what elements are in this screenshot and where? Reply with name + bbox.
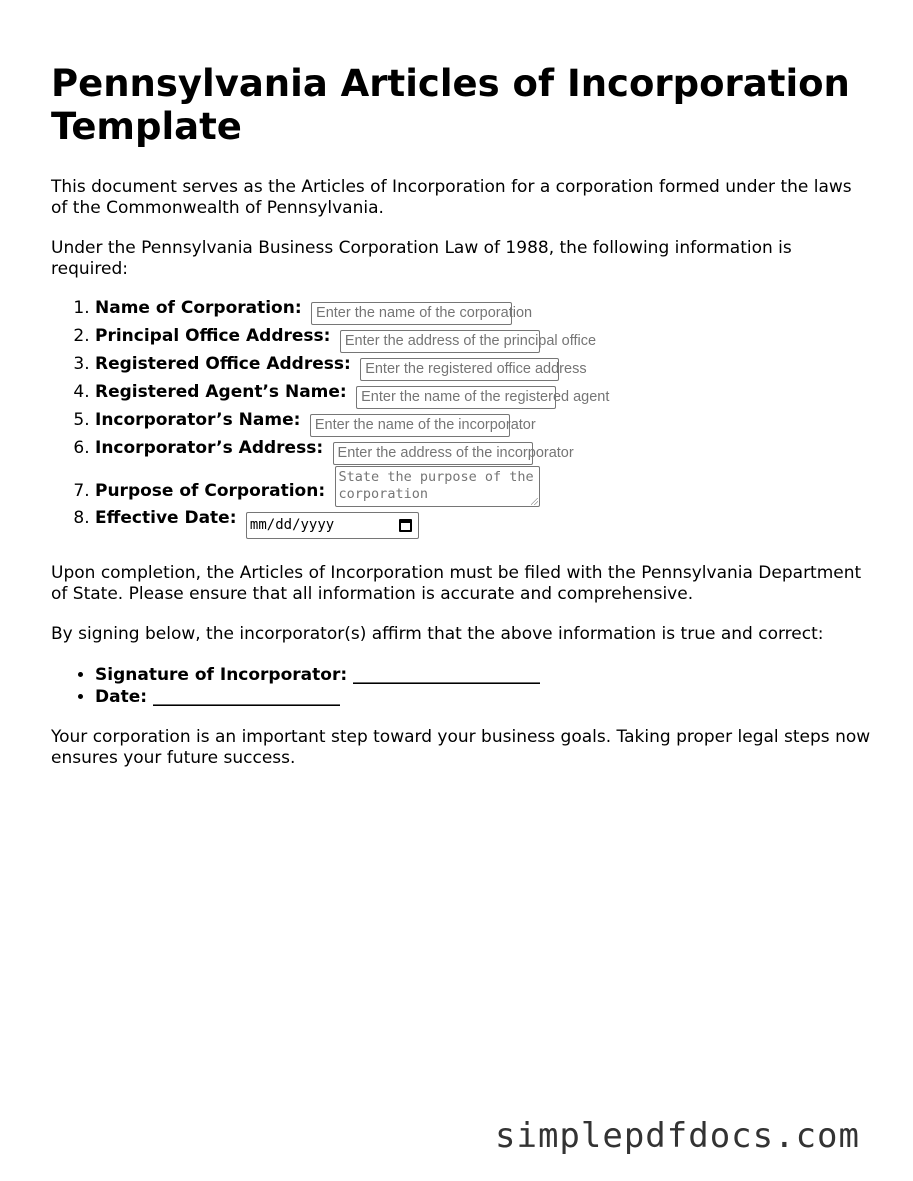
field-label: Purpose of Corporation: bbox=[95, 481, 326, 501]
intro-paragraph: This document serves as the Articles of Incorporation for a corporation formed under the laws of the Commonwealth of Pennsylvania. bbox=[51, 177, 852, 218]
registered-office-input[interactable]: Enter the registered office address bbox=[360, 358, 559, 381]
field-item-registered-office bbox=[95, 353, 871, 381]
field-item-effective-date bbox=[95, 507, 871, 539]
document bbox=[51, 62, 871, 769]
purpose-placeholder: State the purpose of the corporation bbox=[338, 469, 534, 502]
field-item-corporation-name bbox=[95, 297, 871, 325]
principal-office-input[interactable]: Enter the address of the principal office bbox=[340, 330, 540, 353]
requirement-paragraph: Under the Pennsylvania Business Corporation Law of 1988, the following information is required: bbox=[51, 238, 792, 279]
field-item-registered-agent bbox=[95, 381, 871, 409]
registered-agent-input[interactable]: Enter the name of the registered agent bbox=[356, 386, 556, 409]
effective-date-input[interactable] bbox=[246, 512, 419, 539]
field-label: Principal Office Address: bbox=[95, 326, 331, 346]
field-item-incorporator-address bbox=[95, 437, 871, 465]
affirmation-paragraph: By signing below, the incorporator(s) affirm that the above information is true and correct: bbox=[51, 624, 824, 644]
field-item-purpose bbox=[95, 466, 871, 507]
filing-note-paragraph: Upon completion, the Articles of Incorporation must be filed with the Pennsylvania Department of State. Please ensure that all information is accurate and comprehensive. bbox=[51, 563, 862, 604]
page-title: Pennsylvania Articles of Incorporation Template bbox=[51, 62, 850, 148]
field-label: Incorporator’s Address: bbox=[95, 438, 324, 458]
fields-list bbox=[51, 297, 871, 539]
resize-handle-icon[interactable] bbox=[531, 498, 538, 505]
closing-paragraph: Your corporation is an important step toward your business goals. Taking proper legal steps now ensures your future success. bbox=[51, 727, 871, 768]
field-label: Effective Date: bbox=[95, 508, 237, 528]
corporation-name-input[interactable]: Enter the name of the corporation bbox=[311, 302, 512, 325]
purpose-textarea[interactable] bbox=[335, 466, 540, 507]
watermark-logo: simplepdfdocs.com bbox=[495, 1116, 860, 1156]
signature-list bbox=[51, 664, 871, 708]
field-label: Name of Corporation: bbox=[95, 298, 302, 318]
field-label: Incorporator’s Name: bbox=[95, 410, 301, 430]
calendar-icon[interactable] bbox=[399, 519, 412, 532]
field-label: Registered Agent’s Name: bbox=[95, 382, 347, 402]
signature-line: • Signature of Incorporator: ______________________ bbox=[95, 664, 871, 686]
field-item-principal-office bbox=[95, 325, 871, 353]
field-item-incorporator-name bbox=[95, 409, 871, 437]
incorporator-address-input[interactable]: Enter the address of the incorporator bbox=[333, 442, 533, 465]
incorporator-name-input[interactable]: Enter the name of the incorporator bbox=[310, 414, 510, 437]
field-label: Registered Office Address: bbox=[95, 354, 351, 374]
date-line: • Date: ______________________ bbox=[95, 686, 871, 708]
date-placeholder: mm/dd/yyyy bbox=[249, 517, 335, 533]
